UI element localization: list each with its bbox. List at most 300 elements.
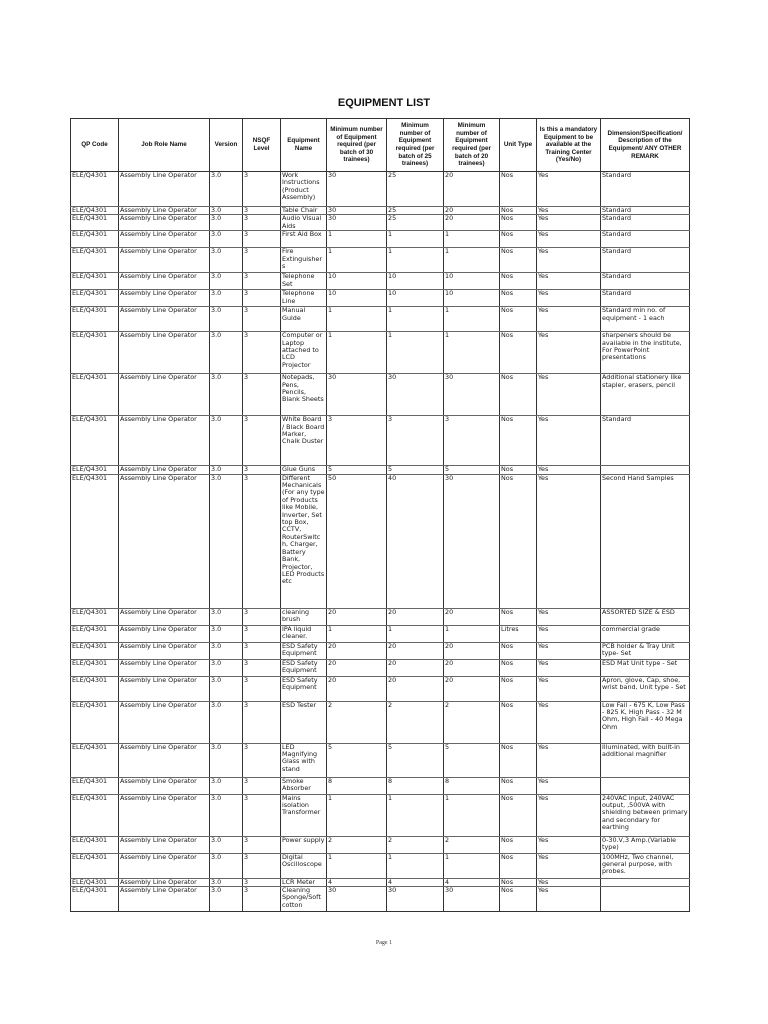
cell-dimension-remark: Standard — [601, 215, 690, 231]
cell-version: 3.0 — [210, 332, 243, 374]
cell-min-20: 1 — [444, 853, 500, 878]
cell-min-25: 10 — [387, 273, 444, 290]
cell-min-20: 8 — [444, 777, 500, 794]
cell-unit-type: Nos — [500, 853, 537, 878]
cell-version: 3.0 — [210, 273, 243, 290]
cell-job-role-name: Assembly Line Operator — [119, 466, 210, 474]
cell-min-20: 30 — [444, 887, 500, 912]
cell-mandatory: Yes — [537, 777, 601, 794]
cell-job-role-name: Assembly Line Operator — [119, 290, 210, 307]
cell-job-role-name: Assembly Line Operator — [119, 231, 210, 248]
cell-qp-code: ELE/Q4301 — [71, 474, 119, 608]
table-row — [71, 248, 690, 273]
cell-qp-code: ELE/Q4301 — [71, 207, 119, 215]
cell-version: 3.0 — [210, 172, 243, 207]
cell-min-30: 30 — [327, 215, 387, 231]
table-row — [71, 374, 690, 416]
cell-mandatory: Yes — [537, 172, 601, 207]
cell-equipment-name: LED Magnifying Glass with stand — [281, 743, 327, 777]
cell-min-30: 1 — [327, 625, 387, 642]
cell-unit-type: Nos — [500, 836, 537, 853]
cell-version: 3.0 — [210, 853, 243, 878]
cell-qp-code: ELE/Q4301 — [71, 307, 119, 332]
header-job-role-name: Job Role Name — [119, 119, 210, 172]
cell-qp-code: ELE/Q4301 — [71, 374, 119, 416]
cell-equipment-name: Different Mechanicals (For any type of Products like Mobile, Inverter, Set top Box, CCTV, RouterSwitc h, Charger, Battery Bank, Projector, LED Products etc — [281, 474, 327, 608]
cell-version: 3.0 — [210, 701, 243, 743]
cell-job-role-name: Assembly Line Operator — [119, 248, 210, 273]
cell-unit-type: Nos — [500, 878, 537, 886]
cell-min-20: 20 — [444, 172, 500, 207]
cell-nsqf-level: 3 — [243, 625, 281, 642]
table-row — [71, 474, 690, 608]
header-min-30: Minimum number of Equipment required (per batch of 30 trainees) — [327, 119, 387, 172]
cell-version: 3.0 — [210, 466, 243, 474]
cell-mandatory: Yes — [537, 642, 601, 659]
cell-unit-type: Nos — [500, 273, 537, 290]
table-row — [71, 887, 690, 912]
cell-qp-code: ELE/Q4301 — [71, 642, 119, 659]
cell-min-30: 1 — [327, 332, 387, 374]
cell-equipment-name: cleaning brush — [281, 608, 327, 625]
table-row — [71, 676, 690, 701]
cell-nsqf-level: 3 — [243, 248, 281, 273]
header-equipment-name: Equipment Name — [281, 119, 327, 172]
cell-unit-type: Nos — [500, 307, 537, 332]
cell-min-20: 5 — [444, 743, 500, 777]
cell-equipment-name: Audio Visual Aids — [281, 215, 327, 231]
cell-nsqf-level: 3 — [243, 215, 281, 231]
cell-qp-code: ELE/Q4301 — [71, 777, 119, 794]
cell-dimension-remark: Standard — [601, 207, 690, 215]
cell-mandatory: Yes — [537, 676, 601, 701]
cell-nsqf-level: 3 — [243, 743, 281, 777]
cell-min-25: 3 — [387, 416, 444, 466]
cell-unit-type: Nos — [500, 794, 537, 836]
cell-min-25: 5 — [387, 743, 444, 777]
cell-job-role-name: Assembly Line Operator — [119, 416, 210, 466]
cell-min-20: 20 — [444, 207, 500, 215]
cell-unit-type: Nos — [500, 642, 537, 659]
table-row — [71, 290, 690, 307]
document-title: EQUIPMENT LIST — [337, 97, 431, 109]
cell-equipment-name: ESD Safety Equipment — [281, 642, 327, 659]
cell-min-20: 1 — [444, 307, 500, 332]
cell-min-30: 30 — [327, 374, 387, 416]
cell-mandatory: Yes — [537, 608, 601, 625]
cell-min-20: 20 — [444, 676, 500, 701]
cell-version: 3.0 — [210, 659, 243, 676]
cell-min-20: 30 — [444, 474, 500, 608]
cell-job-role-name: Assembly Line Operator — [119, 474, 210, 608]
cell-min-25: 2 — [387, 701, 444, 743]
cell-mandatory: Yes — [537, 659, 601, 676]
cell-dimension-remark: Standard — [601, 290, 690, 307]
cell-nsqf-level: 3 — [243, 290, 281, 307]
cell-mandatory: Yes — [537, 416, 601, 466]
cell-unit-type: Nos — [500, 332, 537, 374]
cell-unit-type: Nos — [500, 374, 537, 416]
cell-equipment-name: Cleaning Sponge/Soft cotton — [281, 887, 327, 912]
cell-dimension-remark: 100MHz, Two channel, general purpose, with probes. — [601, 853, 690, 878]
table-row — [71, 332, 690, 374]
cell-job-role-name: Assembly Line Operator — [119, 743, 210, 777]
cell-qp-code: ELE/Q4301 — [71, 743, 119, 777]
cell-dimension-remark: Standard min no. of equipment - 1 each — [601, 307, 690, 332]
cell-dimension-remark — [601, 878, 690, 886]
cell-min-30: 8 — [327, 777, 387, 794]
cell-job-role-name: Assembly Line Operator — [119, 374, 210, 416]
cell-mandatory: Yes — [537, 887, 601, 912]
cell-job-role-name: Assembly Line Operator — [119, 777, 210, 794]
cell-nsqf-level: 3 — [243, 231, 281, 248]
table-header-row — [71, 119, 690, 172]
cell-job-role-name: Assembly Line Operator — [119, 625, 210, 642]
cell-min-20: 20 — [444, 642, 500, 659]
cell-job-role-name: Assembly Line Operator — [119, 701, 210, 743]
cell-dimension-remark: ASSORTED SIZE & ESD — [601, 608, 690, 625]
cell-min-25: 1 — [387, 853, 444, 878]
cell-nsqf-level: 3 — [243, 659, 281, 676]
table-row — [71, 215, 690, 231]
cell-qp-code: ELE/Q4301 — [71, 853, 119, 878]
cell-min-20: 1 — [444, 332, 500, 374]
cell-min-20: 10 — [444, 273, 500, 290]
cell-job-role-name: Assembly Line Operator — [119, 836, 210, 853]
cell-nsqf-level: 3 — [243, 416, 281, 466]
cell-equipment-name: White Board / Black Board Marker, Chalk Duster — [281, 416, 327, 466]
cell-qp-code: ELE/Q4301 — [71, 466, 119, 474]
cell-mandatory: Yes — [537, 466, 601, 474]
cell-min-20: 1 — [444, 231, 500, 248]
cell-dimension-remark: Standard — [601, 273, 690, 290]
cell-qp-code: ELE/Q4301 — [71, 659, 119, 676]
cell-nsqf-level: 3 — [243, 273, 281, 290]
cell-min-25: 20 — [387, 642, 444, 659]
cell-version: 3.0 — [210, 474, 243, 608]
cell-nsqf-level: 3 — [243, 307, 281, 332]
cell-job-role-name: Assembly Line Operator — [119, 794, 210, 836]
cell-nsqf-level: 3 — [243, 642, 281, 659]
cell-min-30: 2 — [327, 836, 387, 853]
cell-version: 3.0 — [210, 307, 243, 332]
cell-mandatory: Yes — [537, 307, 601, 332]
cell-version: 3.0 — [210, 777, 243, 794]
cell-mandatory: Yes — [537, 853, 601, 878]
cell-version: 3.0 — [210, 836, 243, 853]
table-row — [71, 307, 690, 332]
cell-dimension-remark: Apron, glove, Cap, shoe, wrist band, Unit type - Set — [601, 676, 690, 701]
cell-min-30: 20 — [327, 676, 387, 701]
cell-job-role-name: Assembly Line Operator — [119, 887, 210, 912]
cell-min-30: 1 — [327, 231, 387, 248]
cell-version: 3.0 — [210, 215, 243, 231]
cell-min-25: 25 — [387, 207, 444, 215]
cell-min-20: 10 — [444, 290, 500, 307]
header-unit-type: Unit Type — [500, 119, 537, 172]
cell-min-30: 2 — [327, 701, 387, 743]
cell-version: 3.0 — [210, 416, 243, 466]
table-body — [71, 172, 690, 912]
cell-min-30: 20 — [327, 642, 387, 659]
cell-qp-code: ELE/Q4301 — [71, 608, 119, 625]
cell-min-20: 20 — [444, 659, 500, 676]
cell-min-25: 20 — [387, 659, 444, 676]
cell-min-25: 1 — [387, 231, 444, 248]
cell-dimension-remark: sharpeners should be available in the institute, For PowerPoint presentations — [601, 332, 690, 374]
cell-min-25: 1 — [387, 248, 444, 273]
cell-version: 3.0 — [210, 625, 243, 642]
cell-nsqf-level: 3 — [243, 878, 281, 886]
cell-min-30: 10 — [327, 290, 387, 307]
cell-qp-code: ELE/Q4301 — [71, 878, 119, 886]
cell-dimension-remark: Standard — [601, 416, 690, 466]
cell-version: 3.0 — [210, 248, 243, 273]
cell-min-20: 30 — [444, 374, 500, 416]
cell-equipment-name: ESD Safety Equipment — [281, 676, 327, 701]
cell-mandatory: Yes — [537, 474, 601, 608]
cell-min-30: 50 — [327, 474, 387, 608]
table-row — [71, 172, 690, 207]
cell-qp-code: ELE/Q4301 — [71, 701, 119, 743]
cell-min-30: 10 — [327, 273, 387, 290]
cell-min-20: 5 — [444, 466, 500, 474]
cell-version: 3.0 — [210, 878, 243, 886]
cell-equipment-name: Fire Extinguisher s — [281, 248, 327, 273]
cell-qp-code: ELE/Q4301 — [71, 215, 119, 231]
cell-qp-code: ELE/Q4301 — [71, 416, 119, 466]
cell-unit-type: Nos — [500, 215, 537, 231]
table-row — [71, 777, 690, 794]
cell-unit-type: Nos — [500, 676, 537, 701]
cell-min-25: 30 — [387, 887, 444, 912]
cell-mandatory: Yes — [537, 332, 601, 374]
cell-nsqf-level: 3 — [243, 701, 281, 743]
page-number: Page 1 — [375, 940, 393, 946]
cell-unit-type: Nos — [500, 743, 537, 777]
cell-qp-code: ELE/Q4301 — [71, 231, 119, 248]
cell-equipment-name: Smoke Absorber — [281, 777, 327, 794]
cell-nsqf-level: 3 — [243, 777, 281, 794]
cell-job-role-name: Assembly Line Operator — [119, 307, 210, 332]
cell-job-role-name: Assembly Line Operator — [119, 878, 210, 886]
cell-mandatory: Yes — [537, 290, 601, 307]
cell-nsqf-level: 3 — [243, 676, 281, 701]
table-row — [71, 416, 690, 466]
cell-min-25: 5 — [387, 466, 444, 474]
equipment-table — [70, 118, 690, 912]
cell-unit-type: Nos — [500, 474, 537, 608]
cell-mandatory: Yes — [537, 794, 601, 836]
cell-min-30: 4 — [327, 878, 387, 886]
cell-mandatory: Yes — [537, 215, 601, 231]
table-row — [71, 701, 690, 743]
cell-qp-code: ELE/Q4301 — [71, 887, 119, 912]
cell-equipment-name: IPA liquid cleaner. — [281, 625, 327, 642]
cell-min-25: 2 — [387, 836, 444, 853]
cell-min-20: 20 — [444, 215, 500, 231]
cell-equipment-name: ESD Safety Equipment — [281, 659, 327, 676]
cell-dimension-remark: Second Hand Samples — [601, 474, 690, 608]
cell-version: 3.0 — [210, 207, 243, 215]
header-qp-code: QP Code — [71, 119, 119, 172]
cell-version: 3.0 — [210, 642, 243, 659]
cell-dimension-remark: commercial grade — [601, 625, 690, 642]
cell-version: 3.0 — [210, 743, 243, 777]
cell-equipment-name: First Aid Box — [281, 231, 327, 248]
cell-qp-code: ELE/Q4301 — [71, 273, 119, 290]
cell-min-25: 30 — [387, 374, 444, 416]
header-mandatory: Is this a mandatory Equipment to be available at the Training Center (Yes/No) — [537, 119, 601, 172]
cell-job-role-name: Assembly Line Operator — [119, 676, 210, 701]
cell-nsqf-level: 3 — [243, 794, 281, 836]
cell-nsqf-level: 3 — [243, 853, 281, 878]
header-dimension-remark: Dimension/Specification/ Description of the Equipment/ ANY OTHER REMARK — [601, 119, 690, 172]
cell-unit-type: Nos — [500, 466, 537, 474]
cell-min-25: 1 — [387, 332, 444, 374]
cell-min-20: 1 — [444, 794, 500, 836]
cell-nsqf-level: 3 — [243, 374, 281, 416]
cell-equipment-name: Table Chair — [281, 207, 327, 215]
cell-dimension-remark — [601, 887, 690, 912]
cell-dimension-remark — [601, 777, 690, 794]
cell-mandatory: Yes — [537, 743, 601, 777]
cell-dimension-remark: 240VAC input, 240VAC output, ,500VA with shielding between primary and secondary for earthing — [601, 794, 690, 836]
cell-job-role-name: Assembly Line Operator — [119, 608, 210, 625]
cell-min-30: 1 — [327, 853, 387, 878]
cell-qp-code: ELE/Q4301 — [71, 676, 119, 701]
cell-equipment-name: Telephone Line — [281, 290, 327, 307]
cell-nsqf-level: 3 — [243, 474, 281, 608]
cell-unit-type: Nos — [500, 608, 537, 625]
cell-unit-type: Litres — [500, 625, 537, 642]
cell-unit-type: Nos — [500, 659, 537, 676]
table-row — [71, 231, 690, 248]
cell-min-30: 30 — [327, 887, 387, 912]
table-row — [71, 853, 690, 878]
cell-unit-type: Nos — [500, 887, 537, 912]
cell-dimension-remark: Standard — [601, 172, 690, 207]
cell-nsqf-level: 3 — [243, 332, 281, 374]
cell-unit-type: Nos — [500, 701, 537, 743]
cell-nsqf-level: 3 — [243, 887, 281, 912]
cell-mandatory: Yes — [537, 836, 601, 853]
cell-qp-code: ELE/Q4301 — [71, 332, 119, 374]
cell-equipment-name: Mains isolation Transformer — [281, 794, 327, 836]
table-row — [71, 794, 690, 836]
cell-job-role-name: Assembly Line Operator — [119, 172, 210, 207]
cell-dimension-remark: 0-30.V,3 Amp.(Variable type) — [601, 836, 690, 853]
cell-job-role-name: Assembly Line Operator — [119, 207, 210, 215]
cell-mandatory: Yes — [537, 273, 601, 290]
cell-dimension-remark — [601, 466, 690, 474]
cell-version: 3.0 — [210, 608, 243, 625]
cell-unit-type: Nos — [500, 207, 537, 215]
cell-equipment-name: Manual Guide — [281, 307, 327, 332]
cell-nsqf-level: 3 — [243, 466, 281, 474]
cell-equipment-name: ESD Tester — [281, 701, 327, 743]
cell-nsqf-level: 3 — [243, 172, 281, 207]
cell-min-20: 1 — [444, 248, 500, 273]
cell-version: 3.0 — [210, 676, 243, 701]
cell-version: 3.0 — [210, 290, 243, 307]
cell-mandatory: Yes — [537, 248, 601, 273]
cell-nsqf-level: 3 — [243, 836, 281, 853]
cell-dimension-remark: Standard — [601, 231, 690, 248]
cell-equipment-name: Power supply — [281, 836, 327, 853]
cell-min-25: 1 — [387, 307, 444, 332]
cell-unit-type: Nos — [500, 290, 537, 307]
cell-min-20: 2 — [444, 701, 500, 743]
cell-unit-type: Nos — [500, 777, 537, 794]
table-row — [71, 836, 690, 853]
table-row — [71, 743, 690, 777]
cell-equipment-name: Digital Oscilloscope — [281, 853, 327, 878]
cell-qp-code: ELE/Q4301 — [71, 172, 119, 207]
cell-qp-code: ELE/Q4301 — [71, 794, 119, 836]
cell-min-30: 3 — [327, 416, 387, 466]
cell-min-25: 20 — [387, 608, 444, 625]
cell-min-20: 2 — [444, 836, 500, 853]
cell-min-25: 1 — [387, 625, 444, 642]
cell-version: 3.0 — [210, 794, 243, 836]
cell-equipment-name: Notepads, Pens, Pencils, Blank Sheets — [281, 374, 327, 416]
cell-dimension-remark: ESD Mat Unit type - Set — [601, 659, 690, 676]
cell-version: 3.0 — [210, 231, 243, 248]
table-row — [71, 625, 690, 642]
table-row — [71, 207, 690, 215]
cell-min-20: 3 — [444, 416, 500, 466]
cell-mandatory: Yes — [537, 625, 601, 642]
cell-qp-code: ELE/Q4301 — [71, 836, 119, 853]
cell-min-20: 1 — [444, 625, 500, 642]
cell-min-25: 10 — [387, 290, 444, 307]
cell-min-25: 8 — [387, 777, 444, 794]
cell-mandatory: Yes — [537, 374, 601, 416]
cell-unit-type: Nos — [500, 231, 537, 248]
cell-equipment-name: Telephone Set — [281, 273, 327, 290]
cell-nsqf-level: 3 — [243, 608, 281, 625]
cell-dimension-remark: Low Fail - 675 K, Low Pass - 825 K, High Pass - 32 M Ohm, High Fail - 40 Mega Ohm — [601, 701, 690, 743]
cell-min-30: 30 — [327, 207, 387, 215]
table-row — [71, 878, 690, 886]
table-row — [71, 608, 690, 625]
cell-dimension-remark: Additional stationery like stapler, erasers, pencil — [601, 374, 690, 416]
cell-dimension-remark: Illuminated, with built-in additional magnifier — [601, 743, 690, 777]
cell-job-role-name: Assembly Line Operator — [119, 853, 210, 878]
cell-equipment-name: Computer or Laptop attached to LCD Projector — [281, 332, 327, 374]
cell-min-25: 4 — [387, 878, 444, 886]
cell-job-role-name: Assembly Line Operator — [119, 273, 210, 290]
cell-equipment-name: Glue Guns — [281, 466, 327, 474]
cell-qp-code: ELE/Q4301 — [71, 290, 119, 307]
cell-min-30: 1 — [327, 307, 387, 332]
cell-min-25: 20 — [387, 676, 444, 701]
cell-mandatory: Yes — [537, 878, 601, 886]
cell-min-20: 4 — [444, 878, 500, 886]
cell-qp-code: ELE/Q4301 — [71, 625, 119, 642]
cell-mandatory: Yes — [537, 701, 601, 743]
cell-unit-type: Nos — [500, 416, 537, 466]
table-row — [71, 273, 690, 290]
cell-mandatory: Yes — [537, 207, 601, 215]
cell-min-30: 20 — [327, 608, 387, 625]
cell-min-30: 5 — [327, 466, 387, 474]
cell-min-25: 1 — [387, 794, 444, 836]
cell-unit-type: Nos — [500, 172, 537, 207]
cell-job-role-name: Assembly Line Operator — [119, 642, 210, 659]
cell-min-30: 30 — [327, 172, 387, 207]
